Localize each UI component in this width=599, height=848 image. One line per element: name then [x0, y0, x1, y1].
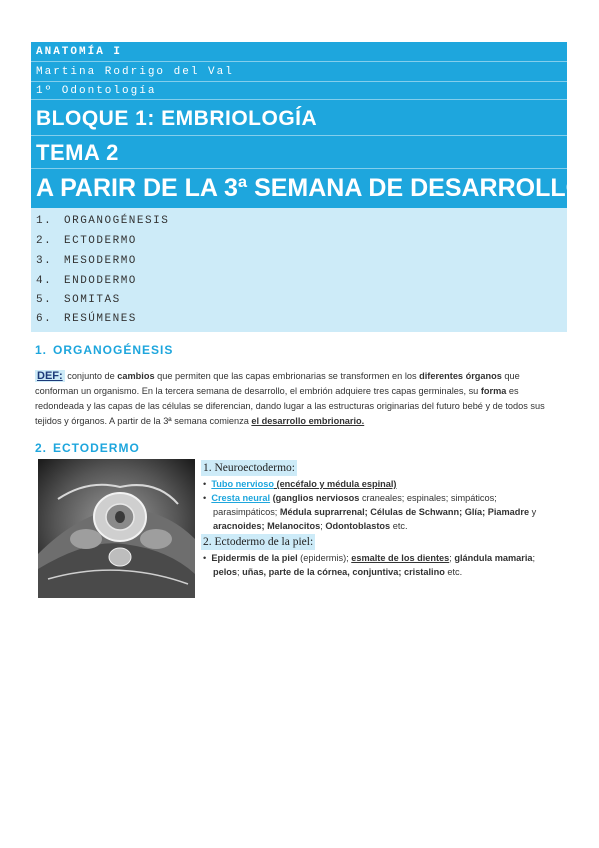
block-title: BLOQUE 1: EMBRIOLOGÍA: [31, 100, 567, 136]
embryo-micrograph-illustration: [38, 459, 195, 598]
table-of-contents: [31, 208, 567, 332]
author-name: Martina Rodrigo del Val: [31, 62, 567, 82]
toc-item: 6. RESÚMENES: [36, 313, 137, 325]
list-item: • Tubo nervioso (encéfalo y médula espinal): [203, 479, 397, 489]
embryo-cross-section-image: [38, 459, 195, 598]
program-name: 1º Odontología: [31, 82, 567, 100]
definition-label: DEF:: [37, 370, 63, 382]
toc-item: 3. MESODERMO: [36, 255, 137, 267]
course-name: ANATOMÍA I: [31, 42, 567, 62]
topic-title: TEMA 2: [31, 136, 567, 169]
ectodermo-content: [201, 459, 561, 579]
definition-paragraph: DEF: conjunto de cambios que permiten que las capas embrionarias se transformen en los diferentes órganos que conforman un organismo. En la tercera semana de desarrollo, el embrión adquiere tres capas germinales, su forma es redondeada y las capas de las células se diferencian, dando lugar a las estructuras originarias del futuro bebé y de todos sus tejidos y órganos. A partir de la 3ª semana comienza el desarrollo embrionario.: [35, 370, 545, 426]
header-block: [31, 42, 586, 208]
toc-item: 5. SOMITAS: [36, 294, 121, 306]
section-heading-organogenesis: 1. ORGANOGÉNESIS: [35, 343, 174, 357]
subheading-neuroectodermo: 1. Neuroectodermo:: [203, 462, 295, 474]
toc-item: 1. ORGANOGÉNESIS: [36, 215, 170, 227]
toc-item: 2. ECTODERMO: [36, 235, 137, 247]
list-item: • Epidermis de la piel (epidermis); esmalte de los dientes; glándula mamaria; pelos; uñas, parte de la córnea, conjuntiva; cristalino etc.: [203, 553, 536, 577]
list-item: • Cresta neural (ganglios nerviosos craneales; espinales; simpáticos; parasimpáticos; Médula suprarrenal; Células de Schwann; Glía; Piamadre y aracnoides; Melanocitos; Odontoblastos etc.: [203, 493, 537, 531]
page-title: A PARIR DE LA 3ª SEMANA DE DESARROLLO: [36, 174, 586, 202]
toc-item: 4. ENDODERMO: [36, 275, 137, 287]
subheading-ectodermo-piel: 2. Ectodermo de la piel:: [203, 536, 314, 548]
section-heading-ectodermo: 2. ECTODERMO: [35, 441, 140, 455]
